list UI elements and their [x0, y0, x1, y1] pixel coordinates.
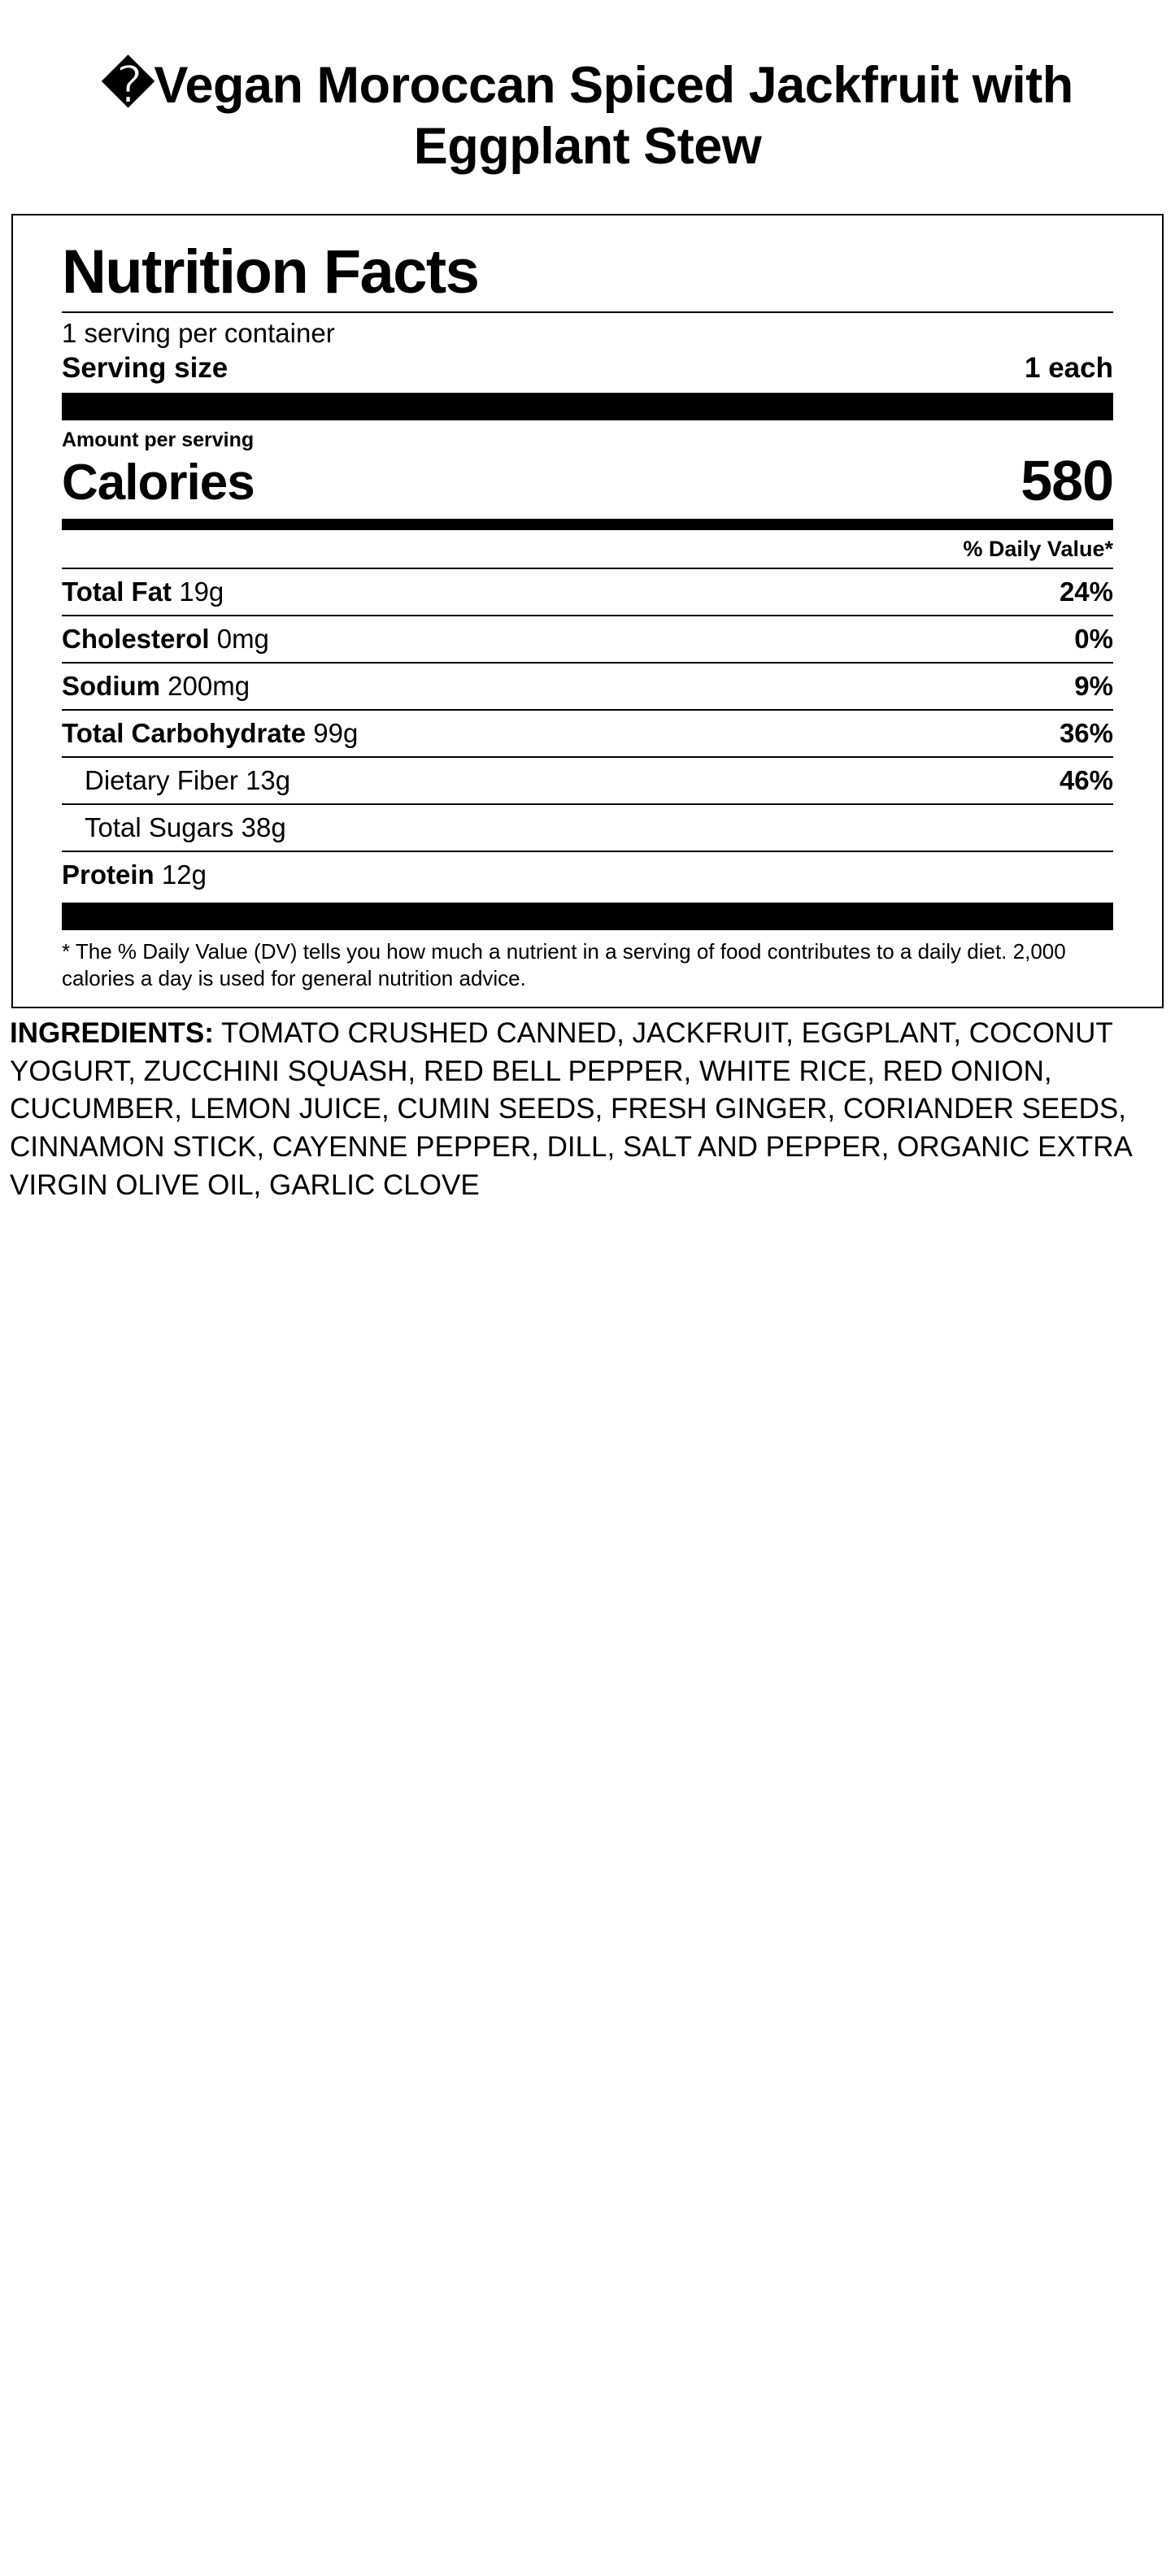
nutrient-amount: 19g [179, 576, 224, 607]
servings-per-container: 1 serving per container [62, 317, 335, 348]
nutrient-amount: 99g [313, 717, 359, 748]
daily-value-footnote: * The % Daily Value (DV) tells you how much a nutrient in a serving of food contributes to a daily diet. 2,000 calories a day is used for general nutrition advice. [62, 938, 1066, 991]
calories-row [62, 448, 1113, 512]
nutrient-daily-value: 46% [1059, 764, 1113, 795]
ingredients-label: INGREDIENTS: [10, 1017, 214, 1050]
nutrient-name: Dietary Fiber 13g [85, 764, 291, 795]
table-row [62, 662, 1113, 709]
nutrient-name: Sodium 200mg [62, 670, 250, 701]
serving-size-label: Serving size [62, 351, 228, 384]
page-title: �Vegan Moroccan Spiced Jackfruit with Eggplant Stew [102, 57, 1073, 175]
nutrient-amount: 200mg [168, 670, 250, 701]
thick-divider-bottom [62, 903, 1113, 930]
nutrient-daily-value: 9% [1074, 670, 1113, 701]
nutrient-rows [62, 568, 1113, 898]
nutrient-name: Protein 12g [62, 859, 207, 890]
daily-value-header: % Daily Value* [963, 536, 1113, 561]
table-row [62, 803, 1113, 851]
nutrient-daily-value: 36% [1059, 717, 1113, 748]
nutrient-amount: 0mg [216, 623, 269, 654]
table-row [62, 851, 1113, 898]
calories-value: 580 [1021, 448, 1113, 512]
table-row [62, 756, 1113, 803]
nutrient-daily-value: 0% [1074, 623, 1113, 654]
thick-divider-under-calories [62, 519, 1113, 530]
calories-label: Calories [62, 454, 255, 511]
nutrient-name: Total Sugars 38g [85, 812, 286, 842]
nutrient-amount: 13g [246, 764, 291, 795]
nutrition-label-page [0, 34, 1175, 1221]
serving-size-row [62, 350, 1113, 388]
table-row [62, 568, 1113, 615]
amount-per-serving-label: Amount per serving [62, 428, 255, 451]
nutrient-amount: 38g [241, 812, 286, 842]
nutrition-facts-heading: Nutrition Facts [62, 237, 479, 307]
nutrient-name: Total Carbohydrate 99g [62, 717, 359, 748]
table-row [62, 615, 1113, 662]
ingredients-text: TOMATO CRUSHED CANNED, JACKFRUIT, EGGPLANT, COCONUT YOGURT, ZUCCHINI SQUASH, RED BELL PEPPER, WHITE RICE, RED ONION, CUCUMBER, LEMON JUICE, CUMIN SEEDS, FRESH GINGER, CORIANDER SEEDS, CINNAMON STICK, CAYENNE PEPPER, DILL, SALT AND PEPPER, ORGANIC EXTRA VIRGIN OLIVE OIL, GARLIC CLOVE [10, 1017, 1131, 1201]
table-row [62, 709, 1113, 756]
nutrient-name: Total Fat 19g [62, 576, 224, 607]
serving-size-value: 1 each [1025, 351, 1113, 384]
nutrition-facts-panel [11, 214, 1164, 1009]
nutrient-name: Cholesterol 0mg [62, 623, 269, 654]
ingredients-section [0, 1008, 1175, 1221]
nutrient-daily-value: 24% [1059, 576, 1113, 607]
thick-divider-top [62, 393, 1113, 420]
nutrient-amount: 12g [161, 859, 207, 890]
